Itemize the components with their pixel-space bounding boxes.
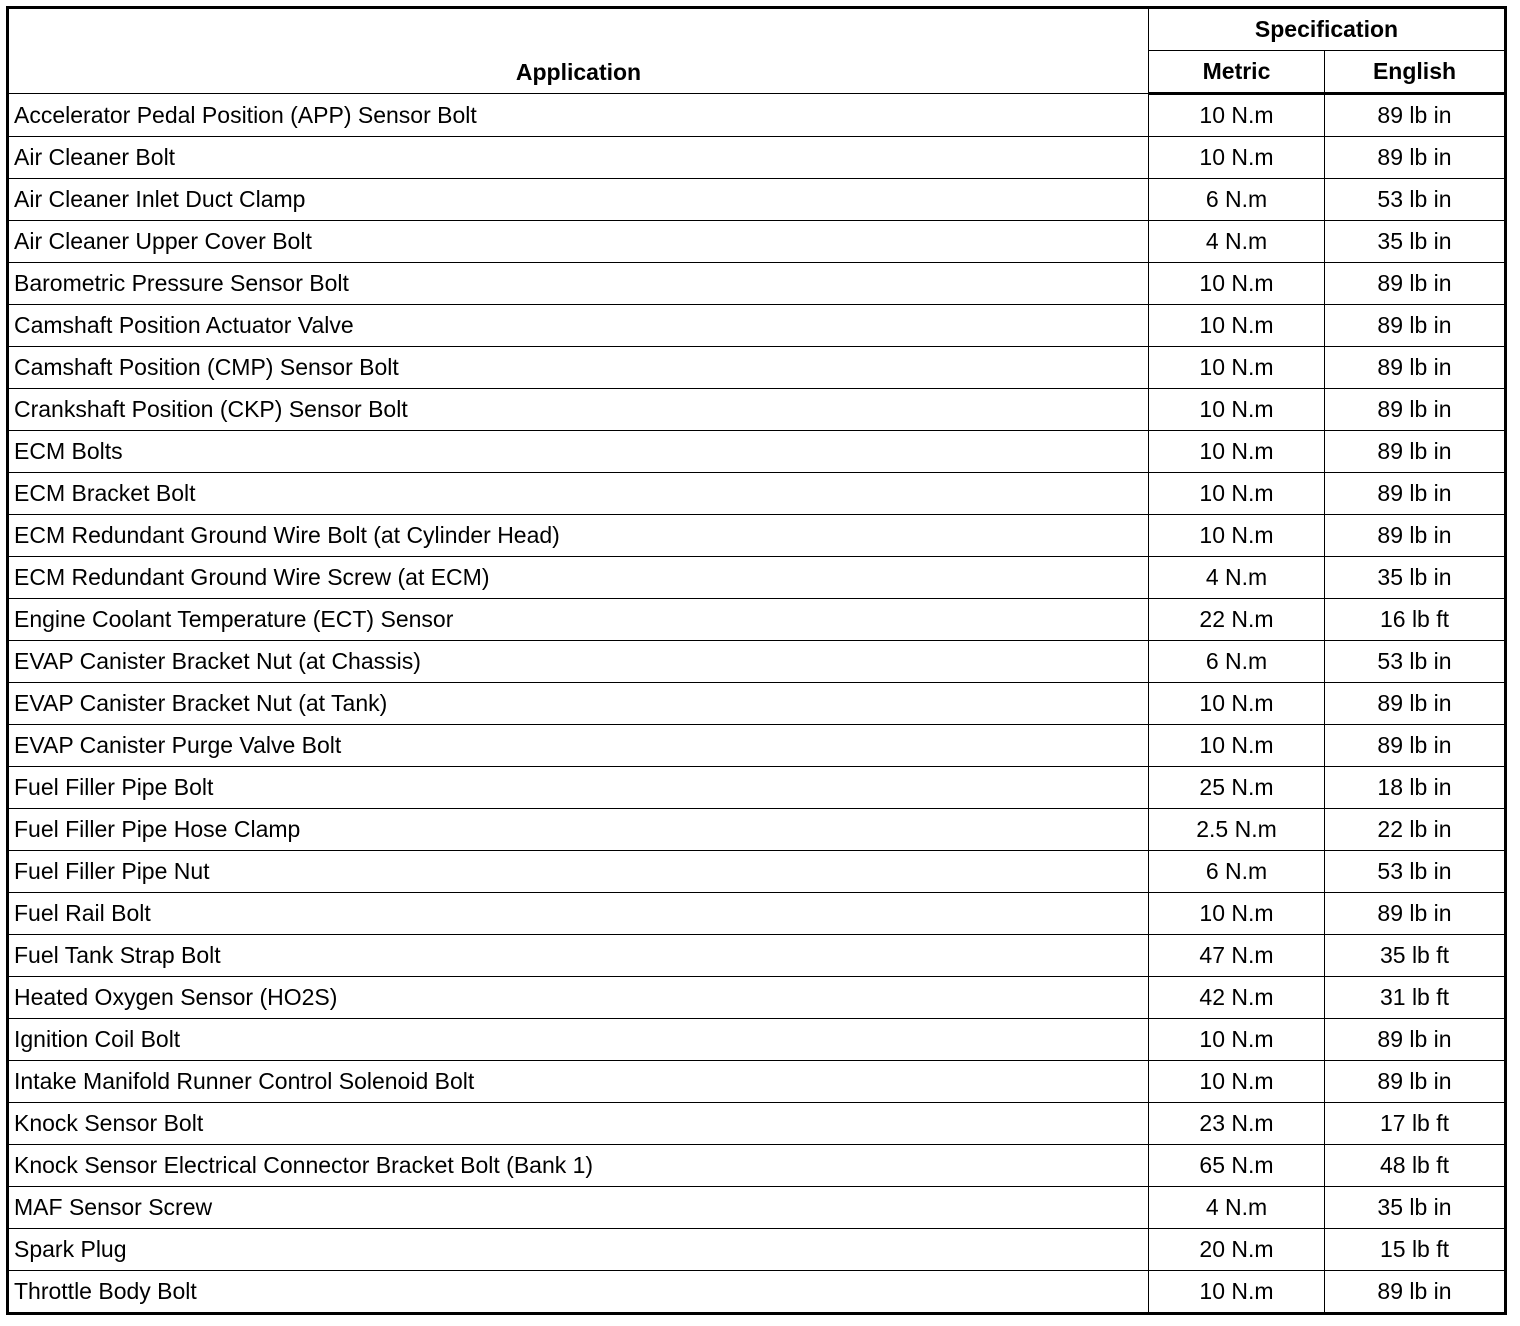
table-row xyxy=(8,137,1506,179)
specification-header: Specification xyxy=(1149,8,1506,51)
table-row xyxy=(8,1187,1506,1229)
application-cell: Air Cleaner Bolt xyxy=(8,137,1149,179)
table-row xyxy=(8,1271,1506,1314)
english-cell: 89 lb in xyxy=(1325,263,1506,305)
english-cell: 89 lb in xyxy=(1325,683,1506,725)
application-cell: Air Cleaner Inlet Duct Clamp xyxy=(8,179,1149,221)
english-cell: 53 lb in xyxy=(1325,851,1506,893)
application-cell: Barometric Pressure Sensor Bolt xyxy=(8,263,1149,305)
metric-cell: 10 N.m xyxy=(1149,137,1325,179)
english-cell: 89 lb in xyxy=(1325,1061,1506,1103)
metric-cell: 10 N.m xyxy=(1149,1019,1325,1061)
english-cell: 89 lb in xyxy=(1325,305,1506,347)
english-cell: 15 lb ft xyxy=(1325,1229,1506,1271)
application-cell: ECM Redundant Ground Wire Screw (at ECM) xyxy=(8,557,1149,599)
metric-cell: 10 N.m xyxy=(1149,263,1325,305)
metric-cell: 10 N.m xyxy=(1149,893,1325,935)
english-cell: 16 lb ft xyxy=(1325,599,1506,641)
table-row xyxy=(8,1145,1506,1187)
application-cell: ECM Bolts xyxy=(8,431,1149,473)
table-row xyxy=(8,263,1506,305)
english-cell: 89 lb in xyxy=(1325,893,1506,935)
metric-header: Metric xyxy=(1149,51,1325,94)
application-cell: EVAP Canister Bracket Nut (at Chassis) xyxy=(8,641,1149,683)
metric-cell: 10 N.m xyxy=(1149,431,1325,473)
english-cell: 18 lb in xyxy=(1325,767,1506,809)
table-row xyxy=(8,641,1506,683)
application-cell: EVAP Canister Bracket Nut (at Tank) xyxy=(8,683,1149,725)
metric-cell: 4 N.m xyxy=(1149,221,1325,263)
english-cell: 35 lb in xyxy=(1325,557,1506,599)
application-cell: Intake Manifold Runner Control Solenoid Bolt xyxy=(8,1061,1149,1103)
table-row xyxy=(8,683,1506,725)
table-row xyxy=(8,1103,1506,1145)
table-row xyxy=(8,305,1506,347)
english-cell: 22 lb in xyxy=(1325,809,1506,851)
table-row xyxy=(8,221,1506,263)
metric-cell: 6 N.m xyxy=(1149,179,1325,221)
application-cell: Ignition Coil Bolt xyxy=(8,1019,1149,1061)
english-cell: 89 lb in xyxy=(1325,431,1506,473)
metric-cell: 20 N.m xyxy=(1149,1229,1325,1271)
metric-cell: 6 N.m xyxy=(1149,851,1325,893)
application-cell: Heated Oxygen Sensor (HO2S) xyxy=(8,977,1149,1019)
table-row xyxy=(8,1229,1506,1271)
english-cell: 89 lb in xyxy=(1325,389,1506,431)
english-cell: 89 lb in xyxy=(1325,515,1506,557)
english-cell: 35 lb in xyxy=(1325,1187,1506,1229)
metric-cell: 10 N.m xyxy=(1149,1271,1325,1314)
application-cell: Crankshaft Position (CKP) Sensor Bolt xyxy=(8,389,1149,431)
metric-cell: 10 N.m xyxy=(1149,1061,1325,1103)
metric-cell: 10 N.m xyxy=(1149,473,1325,515)
table-row xyxy=(8,851,1506,893)
table-row xyxy=(8,599,1506,641)
metric-cell: 10 N.m xyxy=(1149,515,1325,557)
english-cell: 89 lb in xyxy=(1325,473,1506,515)
table-row xyxy=(8,473,1506,515)
english-cell: 17 lb ft xyxy=(1325,1103,1506,1145)
metric-cell: 23 N.m xyxy=(1149,1103,1325,1145)
application-cell: Accelerator Pedal Position (APP) Sensor Bolt xyxy=(8,94,1149,137)
application-cell: Camshaft Position (CMP) Sensor Bolt xyxy=(8,347,1149,389)
metric-cell: 65 N.m xyxy=(1149,1145,1325,1187)
table-row xyxy=(8,767,1506,809)
application-cell: Fuel Filler Pipe Bolt xyxy=(8,767,1149,809)
metric-cell: 25 N.m xyxy=(1149,767,1325,809)
metric-cell: 10 N.m xyxy=(1149,305,1325,347)
metric-cell: 47 N.m xyxy=(1149,935,1325,977)
table-row xyxy=(8,557,1506,599)
metric-cell: 10 N.m xyxy=(1149,725,1325,767)
application-header: Application xyxy=(8,8,1149,94)
metric-cell: 22 N.m xyxy=(1149,599,1325,641)
metric-cell: 10 N.m xyxy=(1149,347,1325,389)
english-cell: 31 lb ft xyxy=(1325,977,1506,1019)
application-cell: Fuel Rail Bolt xyxy=(8,893,1149,935)
application-cell: Knock Sensor Bolt xyxy=(8,1103,1149,1145)
table-row xyxy=(8,725,1506,767)
metric-cell: 4 N.m xyxy=(1149,557,1325,599)
application-cell: ECM Redundant Ground Wire Bolt (at Cylinder Head) xyxy=(8,515,1149,557)
table-row xyxy=(8,347,1506,389)
english-cell: 89 lb in xyxy=(1325,1271,1506,1314)
application-cell: Engine Coolant Temperature (ECT) Sensor xyxy=(8,599,1149,641)
application-cell: Knock Sensor Electrical Connector Bracket Bolt (Bank 1) xyxy=(8,1145,1149,1187)
metric-cell: 10 N.m xyxy=(1149,683,1325,725)
table-header xyxy=(8,8,1506,94)
english-cell: 53 lb in xyxy=(1325,179,1506,221)
application-cell: Fuel Filler Pipe Hose Clamp xyxy=(8,809,1149,851)
application-cell: Spark Plug xyxy=(8,1229,1149,1271)
application-cell: MAF Sensor Screw xyxy=(8,1187,1149,1229)
english-cell: 35 lb in xyxy=(1325,221,1506,263)
english-cell: 89 lb in xyxy=(1325,725,1506,767)
english-cell: 89 lb in xyxy=(1325,94,1506,137)
metric-cell: 10 N.m xyxy=(1149,389,1325,431)
english-header: English xyxy=(1325,51,1506,94)
application-cell: Fuel Tank Strap Bolt xyxy=(8,935,1149,977)
metric-cell: 2.5 N.m xyxy=(1149,809,1325,851)
table-row xyxy=(8,431,1506,473)
english-cell: 89 lb in xyxy=(1325,347,1506,389)
table-row xyxy=(8,515,1506,557)
torque-specification-table xyxy=(6,6,1507,1315)
english-cell: 53 lb in xyxy=(1325,641,1506,683)
table-row xyxy=(8,1019,1506,1061)
table-row xyxy=(8,1061,1506,1103)
application-cell: ECM Bracket Bolt xyxy=(8,473,1149,515)
application-cell: Camshaft Position Actuator Valve xyxy=(8,305,1149,347)
metric-cell: 6 N.m xyxy=(1149,641,1325,683)
table-row xyxy=(8,977,1506,1019)
table-row xyxy=(8,179,1506,221)
metric-cell: 10 N.m xyxy=(1149,94,1325,137)
header-row-top xyxy=(8,8,1506,51)
table-row xyxy=(8,893,1506,935)
application-cell: Air Cleaner Upper Cover Bolt xyxy=(8,221,1149,263)
application-cell: EVAP Canister Purge Valve Bolt xyxy=(8,725,1149,767)
english-cell: 89 lb in xyxy=(1325,137,1506,179)
english-cell: 89 lb in xyxy=(1325,1019,1506,1061)
english-cell: 48 lb ft xyxy=(1325,1145,1506,1187)
application-cell: Fuel Filler Pipe Nut xyxy=(8,851,1149,893)
table-row xyxy=(8,935,1506,977)
table-body xyxy=(8,94,1506,1314)
table-row xyxy=(8,809,1506,851)
english-cell: 35 lb ft xyxy=(1325,935,1506,977)
metric-cell: 4 N.m xyxy=(1149,1187,1325,1229)
metric-cell: 42 N.m xyxy=(1149,977,1325,1019)
table-row xyxy=(8,94,1506,137)
application-cell: Throttle Body Bolt xyxy=(8,1271,1149,1314)
table-row xyxy=(8,389,1506,431)
